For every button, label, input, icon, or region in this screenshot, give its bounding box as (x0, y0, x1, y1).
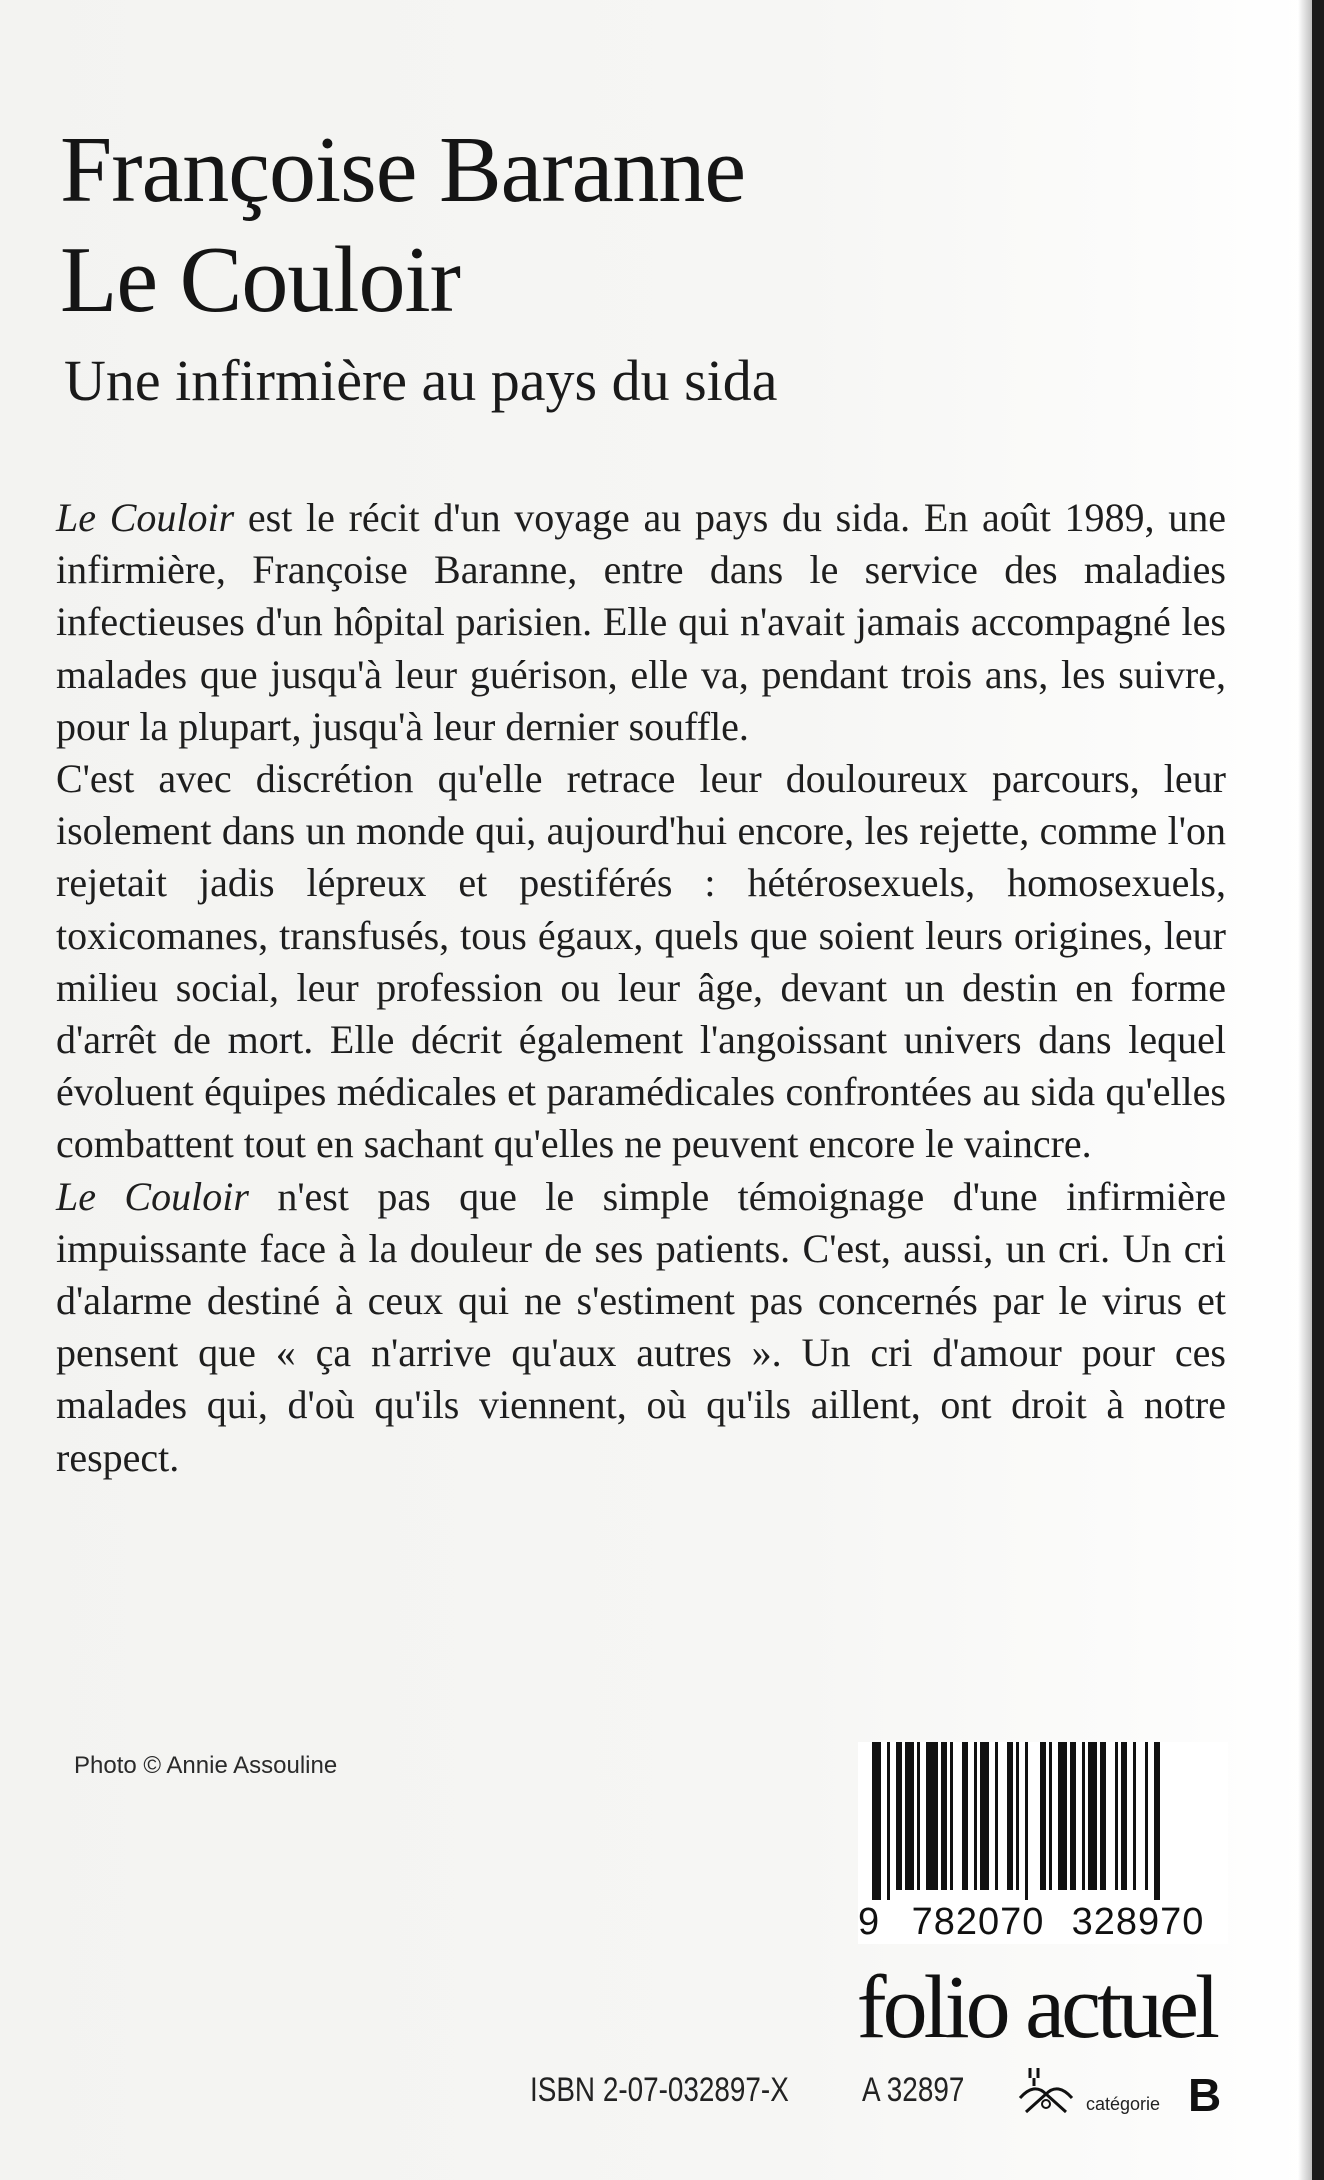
blurb-paragraph-3-text: n'est pas que le simple témoignage d'une infirmière impuissante face à la douleur de ses patients. C'est, aussi, un cri. Un cri d'alarme destiné à ceux qui ne s'estiment pas concernés par le virus et pensent que « ça n'arrive qu'aux autres ». Un cri d'amour pour ces malades qui, d'où qu'ils viennent, où qu'ils aillent, ont droit à notre respect. (56, 1173, 1226, 1480)
barcode-bar (974, 1742, 977, 1890)
barcode-bar (1115, 1742, 1118, 1890)
publisher-brand: folio actuel (856, 1958, 1216, 2057)
barcode-bar (950, 1742, 953, 1890)
blurb-paragraph-1-text: est le récit d'un voyage au pays du sida. En août 1989, une infirmière, Françoise Baranne, entre dans le service des maladies infectieuses d'un hôpital parisien. Elle qui n'avait jamais accompagné les malades que jusqu'à leur guérison, elle va, pendant trois ans, les suivre, pour la plupart, jusqu'à leur dernier souffle. (56, 495, 1226, 749)
barcode-bars (858, 1742, 1228, 1902)
barcode-group-1: 782070 (911, 1901, 1045, 1943)
barcode-bar (1040, 1742, 1046, 1890)
barcode-digits (858, 1900, 1228, 1944)
book-subtitle: Une infirmière au pays du sida (64, 348, 778, 413)
blurb-paragraph-1 (56, 492, 1226, 753)
barcode-bar (1070, 1742, 1076, 1890)
photo-credit: Photo © Annie Assouline (74, 1752, 338, 1779)
isbn-number: ISBN 2-07-032897-X (530, 2071, 789, 2109)
barcode-bar (896, 1742, 902, 1890)
barcode-bar (1058, 1742, 1067, 1890)
blurb-title-italic: Le Couloir (56, 495, 235, 540)
barcode-bar (980, 1742, 989, 1890)
barcode-bar (1007, 1742, 1013, 1890)
barcode-bar (905, 1742, 914, 1890)
barcode-bar (1145, 1742, 1148, 1890)
author-name: Françoise Baranne (60, 118, 746, 222)
barcode-bar (872, 1742, 881, 1902)
barcode-bar (1049, 1742, 1052, 1890)
barcode-bar (941, 1742, 947, 1890)
category-label: catégorie (1086, 2094, 1161, 2114)
book-title: Le Couloir (60, 228, 460, 332)
blurb-paragraph-2: C'est avec discrétion qu'elle retrace leur douloureux parcours, leur isolement dans un monde qui, aujourd'hui encore, les rejette, comme l'on rejetait jadis lépreux et pestiférés : hétérosexuels, homosexuels, toxicomanes, transfusés, tous égaux, quels que soient leurs origines, leur milieu social, leur profession ou leur âge, devant un destin en forme d'arrêt de mort. Elle décrit également l'angoissant univers dans lequel évoluent équipes médicales et paramédicales confrontées au sida qu'elles combattent tout en sachant qu'elles ne peuvent encore le vaincre. (56, 756, 1226, 1167)
blurb-text (56, 492, 1226, 1484)
spine-shadow (1298, 0, 1312, 2180)
barcode-bar (1088, 1742, 1097, 1890)
blurb-paragraph-3 (56, 1171, 1226, 1484)
barcode-bar (1121, 1742, 1127, 1890)
barcode-bar (887, 1742, 890, 1902)
barcode-bar (917, 1742, 920, 1890)
barcode-group-2: 328970 (1071, 1901, 1205, 1943)
barcode-bar (995, 1742, 998, 1890)
barcode-bar (1016, 1742, 1019, 1890)
barcode-bar (962, 1742, 968, 1890)
folio-logo-icon (1016, 2064, 1076, 2116)
blurb-title-italic: Le Couloir (56, 1173, 249, 1219)
barcode-bar (1154, 1742, 1160, 1902)
barcode-bar (1082, 1742, 1085, 1890)
barcode-first-digit: 9 (858, 1901, 881, 1943)
reference-code: A 32897 (862, 2071, 965, 2109)
category-letter: B (1188, 2069, 1222, 2121)
barcode-bar (1100, 1742, 1106, 1890)
barcode-bar (1133, 1742, 1136, 1890)
barcode-bar (1025, 1742, 1028, 1902)
barcode-bar (926, 1742, 938, 1890)
